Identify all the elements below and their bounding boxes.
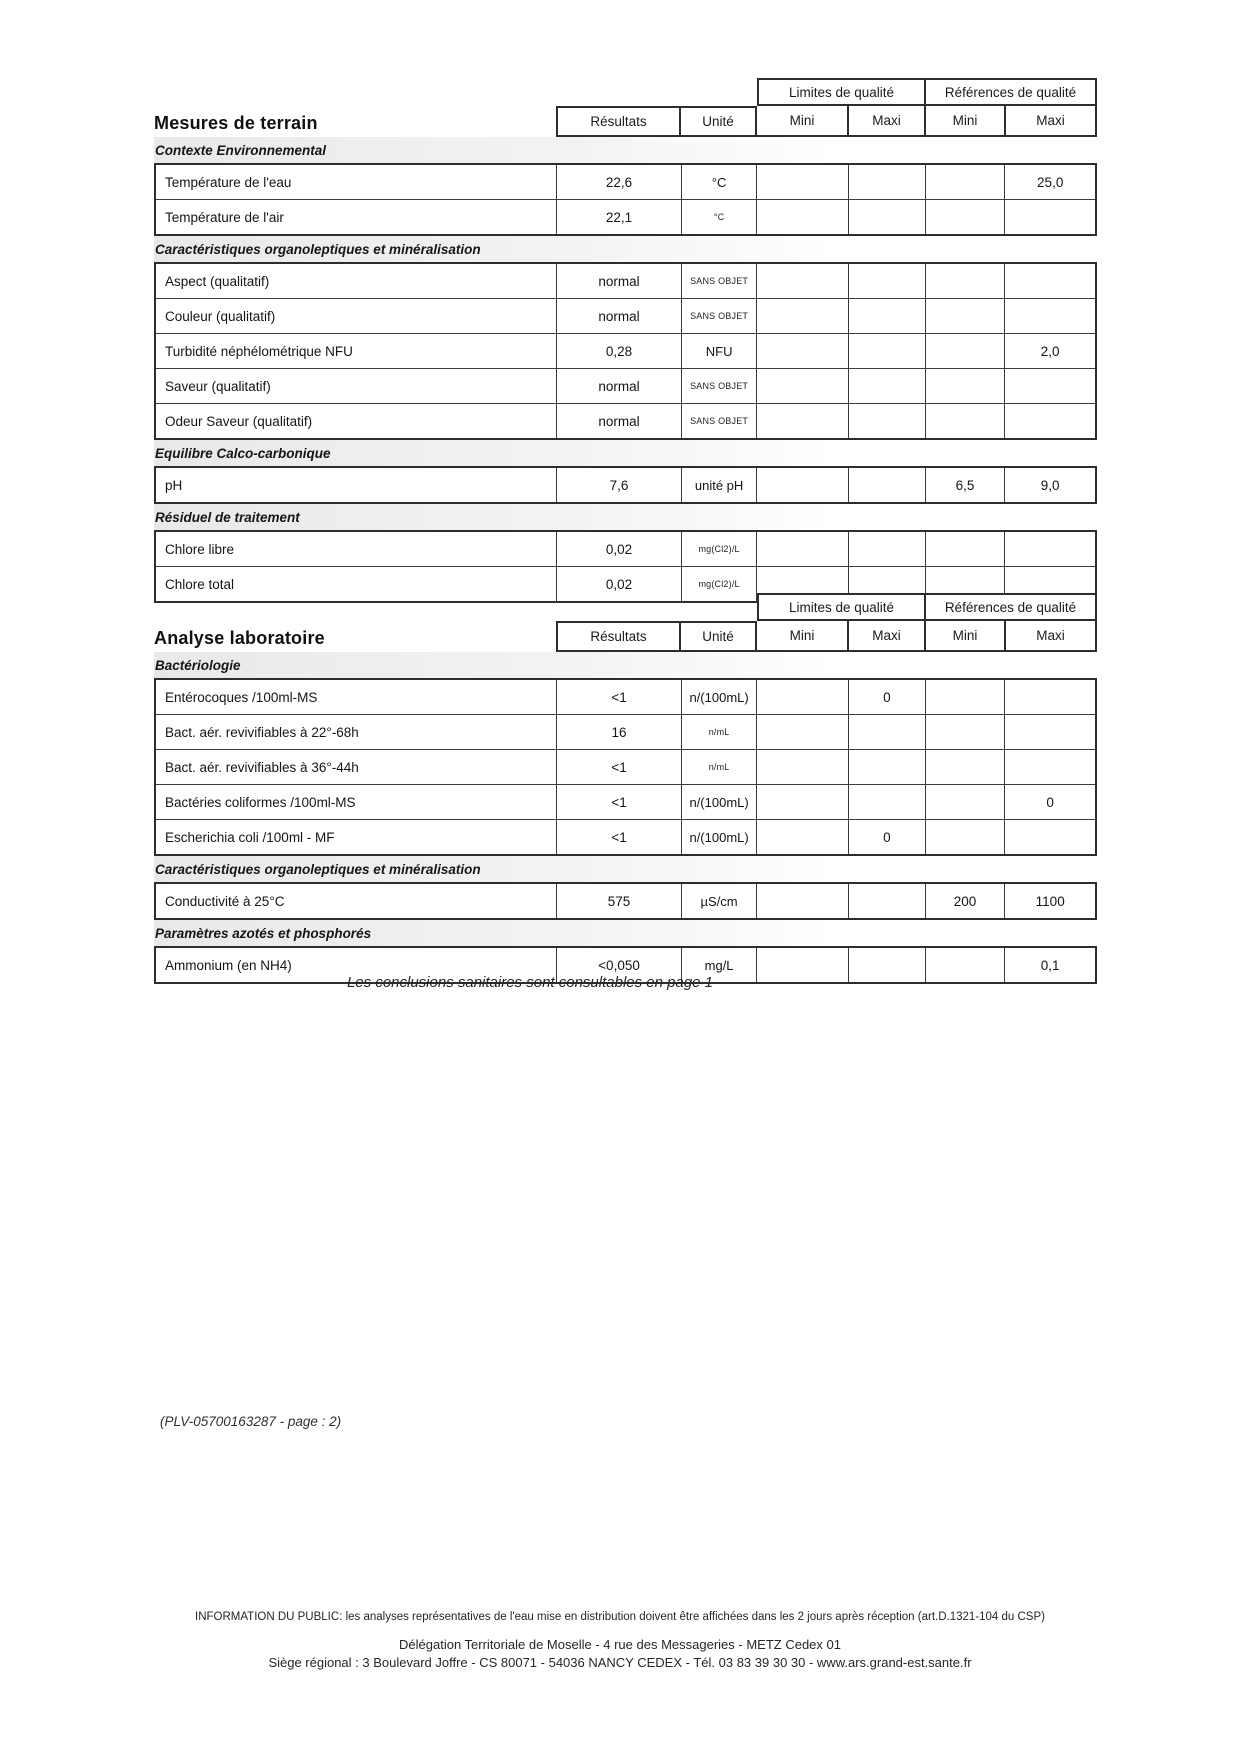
reference-maxi-value: 9,0 (1004, 468, 1095, 502)
section-header (154, 236, 1097, 262)
parameter-row (156, 532, 1095, 566)
limit-maxi-value (848, 334, 925, 368)
table-title: Mesures de terrain (154, 113, 318, 133)
column-header-limits-mini: Mini (757, 621, 849, 652)
parameter-row (156, 199, 1095, 234)
unit-value: SANS OBJET (681, 299, 757, 333)
limit-mini-value (756, 369, 848, 403)
column-header-results: Résultats (556, 621, 681, 652)
result-value: normal (556, 264, 680, 298)
result-value: 22,1 (556, 200, 680, 234)
reference-mini-value (925, 820, 1005, 854)
parameter-row (156, 680, 1095, 714)
parameter-label: Chlore libre (165, 541, 235, 557)
result-value: <1 (556, 680, 680, 714)
column-header-references-mini: Mini (926, 621, 1006, 652)
column-header-unit: Unité (681, 106, 757, 137)
result-value: 0,02 (556, 532, 680, 566)
parameter-row (156, 749, 1095, 784)
reference-maxi-value: 25,0 (1004, 165, 1095, 199)
parameter-row (156, 333, 1095, 368)
reference-maxi-value (1004, 715, 1095, 749)
column-header-references-maxi: Maxi (1006, 621, 1097, 652)
reference-maxi-value (1004, 750, 1095, 784)
unit-value: n/(100mL) (681, 680, 757, 714)
column-header-limits-maxi: Maxi (849, 106, 926, 137)
limit-mini-value (756, 680, 848, 714)
parameter-row (156, 714, 1095, 749)
limit-mini-value (756, 820, 848, 854)
reference-mini-value (925, 264, 1005, 298)
parameter-row (156, 298, 1095, 333)
reference-mini-value (925, 404, 1005, 438)
reference-maxi-value: 0 (1004, 785, 1095, 819)
limit-mini-value (756, 884, 848, 918)
delegation-address: Délégation Territoriale de Moselle - 4 rue des Messageries - METZ Cedex 01 (399, 1637, 841, 1652)
parameter-label: Bact. aér. revivifiables à 22°-68h (165, 724, 359, 740)
limit-maxi-value: 0 (848, 820, 925, 854)
result-value: <1 (556, 820, 680, 854)
result-value: normal (556, 299, 680, 333)
reference-maxi-value: 0,1 (1004, 948, 1095, 982)
column-header-results: Résultats (556, 106, 681, 137)
limit-maxi-value (848, 165, 925, 199)
section-title: Equilibre Calco-carbonique (155, 445, 331, 461)
reference-maxi-value (1004, 680, 1095, 714)
parameter-label: Chlore total (165, 576, 235, 592)
unit-value: mg(Cl2)/L (681, 567, 757, 601)
reference-maxi-value (1004, 369, 1095, 403)
section-body (154, 262, 1097, 440)
limit-maxi-value (848, 200, 925, 234)
unit-value: mg/L (681, 948, 757, 982)
section-header (154, 440, 1097, 466)
reference-maxi-value (1004, 264, 1095, 298)
limit-mini-value (756, 468, 848, 502)
unit-value: NFU (681, 334, 757, 368)
reference-mini-value (925, 334, 1005, 368)
reference-mini-value (925, 750, 1005, 784)
limit-maxi-value (848, 785, 925, 819)
section-header (154, 920, 1097, 946)
column-header-references-maxi: Maxi (1006, 106, 1097, 137)
limit-maxi-value (848, 884, 925, 918)
parameter-label: Bact. aér. revivifiables à 36°-44h (165, 759, 359, 775)
references-group-header: Références de qualité (926, 593, 1097, 621)
result-value: 575 (556, 884, 680, 918)
limit-maxi-value (848, 532, 925, 566)
unit-value: µS/cm (681, 884, 757, 918)
parameter-label: Couleur (qualitatif) (165, 308, 276, 324)
section-title: Bactériologie (155, 657, 241, 673)
reference-mini-value (925, 369, 1005, 403)
unit-value: SANS OBJET (681, 264, 757, 298)
column-header-references-mini: Mini (926, 106, 1006, 137)
limit-mini-value (756, 165, 848, 199)
column-header-limits-mini: Mini (757, 106, 849, 137)
parameter-label: Saveur (qualitatif) (165, 378, 271, 394)
section-header (154, 137, 1097, 163)
limit-mini-value (756, 532, 848, 566)
limit-mini-value (756, 200, 848, 234)
result-value: <1 (556, 750, 680, 784)
limit-mini-value (756, 715, 848, 749)
parameter-row (156, 468, 1095, 502)
parameter-row (156, 884, 1095, 918)
result-value: normal (556, 404, 680, 438)
limit-maxi-value (848, 715, 925, 749)
parameter-label: Bactéries coliformes /100ml-MS (165, 794, 356, 810)
parameter-row (156, 784, 1095, 819)
reference-mini-value (925, 200, 1005, 234)
result-value: 0,28 (556, 334, 680, 368)
header-spacer (154, 593, 757, 621)
parameter-label: Entérocoques /100ml-MS (165, 689, 318, 705)
reference-maxi-value: 2,0 (1004, 334, 1095, 368)
field-measurements-table (154, 78, 1097, 603)
reference-maxi-value (1004, 532, 1095, 566)
parameter-row (156, 368, 1095, 403)
unit-value: mg(Cl2)/L (681, 532, 757, 566)
section-header (154, 504, 1097, 530)
limit-maxi-value (848, 404, 925, 438)
result-value: <0,050 (556, 948, 680, 982)
limit-maxi-value (848, 369, 925, 403)
result-value: <1 (556, 785, 680, 819)
reference-mini-value (925, 785, 1005, 819)
limit-mini-value (756, 264, 848, 298)
parameter-label: pH (165, 477, 183, 493)
table-header (154, 78, 1097, 137)
unit-value: n/(100mL) (681, 785, 757, 819)
limit-maxi-value (848, 468, 925, 502)
section-title: Résiduel de traitement (155, 509, 300, 525)
result-value: 16 (556, 715, 680, 749)
reference-maxi-value (1004, 200, 1095, 234)
limits-group-header: Limites de qualité (757, 593, 926, 621)
limit-mini-value (756, 334, 848, 368)
parameter-row (156, 264, 1095, 298)
unit-value: °C (681, 165, 757, 199)
unit-value: SANS OBJET (681, 369, 757, 403)
limit-mini-value (756, 299, 848, 333)
parameter-label: Température de l'air (165, 209, 284, 225)
reference-maxi-value (1004, 404, 1095, 438)
limit-maxi-value (848, 264, 925, 298)
limit-maxi-value: 0 (848, 680, 925, 714)
unit-value: n/mL (681, 715, 757, 749)
section-body (154, 466, 1097, 504)
limit-mini-value (756, 404, 848, 438)
section-header (154, 856, 1097, 882)
limit-mini-value (756, 750, 848, 784)
section-title: Contexte Environnemental (155, 142, 327, 158)
limit-maxi-value (848, 750, 925, 784)
references-group-header: Références de qualité (926, 78, 1097, 106)
reference-mini-value (925, 680, 1005, 714)
reference-maxi-value (1004, 820, 1095, 854)
reference-mini-value (925, 948, 1005, 982)
parameter-row (156, 819, 1095, 854)
parameter-label: Aspect (qualitatif) (165, 273, 270, 289)
parameter-label: Ammonium (en NH4) (165, 957, 292, 973)
parameter-label: Escherichia coli /100ml - MF (165, 829, 335, 845)
header-spacer (154, 78, 757, 106)
column-header-limits-maxi: Maxi (849, 621, 926, 652)
section-title: Caractéristiques organoleptiques et minéralisation (155, 241, 481, 257)
reference-maxi-value: 1100 (1004, 884, 1095, 918)
result-value: 7,6 (556, 468, 680, 502)
result-value: 22,6 (556, 165, 680, 199)
limit-maxi-value (848, 948, 925, 982)
unit-value: n/mL (681, 750, 757, 784)
reference-mini-value (925, 715, 1005, 749)
laboratory-analysis-table (154, 593, 1097, 984)
plv-reference: (PLV-05700163287 - page : 2) (160, 1414, 342, 1429)
table-header (154, 593, 1097, 652)
parameter-row (156, 403, 1095, 438)
result-value: normal (556, 369, 680, 403)
section-body (154, 163, 1097, 236)
unit-value: °C (681, 200, 757, 234)
conclusion-note: Les conclusions sanitaires sont consultables en page 1 (346, 974, 714, 991)
regional-office-address: Siège régional : 3 Boulevard Joffre - CS 80071 - 54036 NANCY CEDEX - Tél. 03 83 39 30 30 - www.ars.grand-est.sante.fr (268, 1655, 972, 1670)
reference-mini-value: 200 (925, 884, 1005, 918)
section-body (154, 882, 1097, 920)
parameter-row (156, 165, 1095, 199)
parameter-label: Odeur Saveur (qualitatif) (165, 413, 313, 429)
public-information-notice: INFORMATION DU PUBLIC: les analyses représentatives de l'eau mise en distribution doivent être affichées dans les 2 jours après réception (art.D.1321-104 du CSP) (195, 1611, 1045, 1623)
section-header (154, 652, 1097, 678)
parameter-label: Turbidité néphélométrique NFU (165, 343, 353, 359)
section-title: Caractéristiques organoleptiques et minéralisation (155, 861, 481, 877)
section-title: Paramètres azotés et phosphorés (155, 925, 372, 941)
table-title: Analyse laboratoire (154, 628, 325, 648)
limits-group-header: Limites de qualité (757, 78, 926, 106)
unit-value: SANS OBJET (681, 404, 757, 438)
section-body (154, 678, 1097, 856)
unit-value: n/(100mL) (681, 820, 757, 854)
unit-value: unité pH (681, 468, 757, 502)
reference-mini-value (925, 165, 1005, 199)
limit-mini-value (756, 948, 848, 982)
reference-mini-value (925, 532, 1005, 566)
parameter-label: Conductivité à 25°C (165, 893, 285, 909)
reference-mini-value (925, 299, 1005, 333)
reference-mini-value: 6,5 (925, 468, 1005, 502)
column-header-unit: Unité (681, 621, 757, 652)
reference-maxi-value (1004, 299, 1095, 333)
parameter-label: Température de l'eau (165, 174, 292, 190)
result-value: 0,02 (556, 567, 680, 601)
limit-maxi-value (848, 299, 925, 333)
limit-mini-value (756, 785, 848, 819)
